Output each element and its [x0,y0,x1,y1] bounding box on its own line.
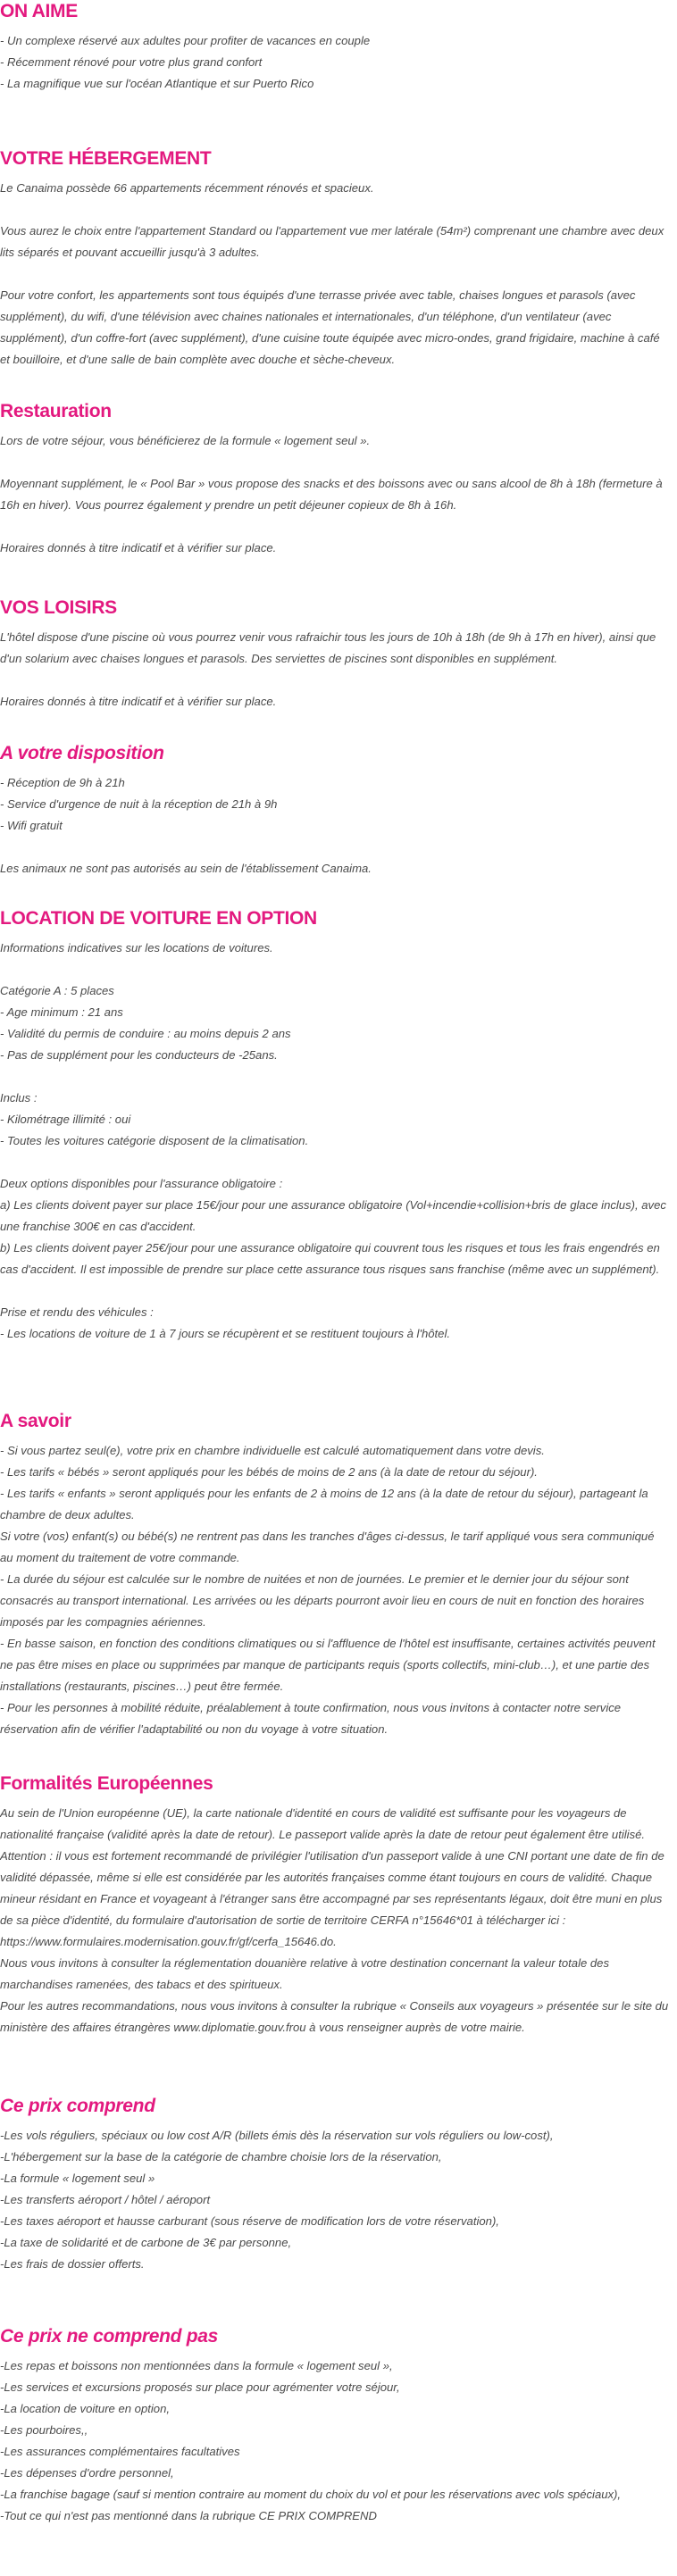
section-a-savoir [0,1410,670,1740]
section-prix-ne-comprend [0,2325,670,2527]
section-title-prix-ne-comprend: Ce prix ne comprend pas [0,2326,219,2347]
section-body-location-voiture: Informations indicatives sur les locations de voitures. Catégorie A : 5 places - Age minimum : 21 ans - Validité du permis de conduire : au moins depuis 2 ans - Pas de supplément pour les conducteurs de -25ans. Inclus : - Kilométrage illimité : oui - Toutes les voitures catégorie disposent de la climatisation. Deux options disponibles pour l'assurance obligatoire : a) Les clients doivent payer sur place 15€/jour pour une assurance obligatoire (Vol+incendie+collision+bris de glace inclus), avec une franchise 300€ en cas d'accident. b) Les clients doivent payer 25€/jour pour une assurance obligatoire qui couvrent tous les risques et tous les frais engendrés en cas d'accident. Il est impossible de prendre sur place cette assurance tous risques sans franchise (même avec un supplément). Prise et rendu des véhicules : - Les locations de voiture de 1 à 7 jours se récupèrent et se restituent toujours à l'hôtel. [0,941,666,1340]
section-formalites [0,1772,670,2038]
section-title-on-aime: ON AIME [0,1,78,21]
section-prix-comprend [0,2095,670,2275]
section-disposition [0,742,670,880]
section-title-location-voiture: LOCATION DE VOITURE EN OPTION [0,908,317,929]
section-loisirs [0,596,670,713]
section-location-voiture [0,907,670,1345]
section-body-prix-comprend: -Les vols réguliers, spéciaux ou low cost A/R (billets émis dès la réservation sur vols réguliers ou low-cost), -L'hébergement sur la base de la catégorie de chambre choisie lors de la réservation, -La formule « logement seul » -Les transferts aéroport / hôtel / aéroport -Les taxes aéroport et hausse carburant (sous réserve de modification lors de votre réservation), -La taxe de solidarité et de carbone de 3€ par personne, -Les frais de dossier offerts. [0,2129,554,2271]
section-body-a-savoir: - Si vous partez seul(e), votre prix en chambre individuelle est calculé automatiquement dans votre devis. - Les tarifs « bébés » seront appliqués pour les bébés de moins de 2 ans (à la date de retour du séjour). - Les tarifs « enfants » seront appliqués pour les enfants de 2 à moins de 12 ans (à la date de retour du séjour), partageant la chambre de deux adultes. Si votre (vos) enfant(s) ou bébé(s) ne rentrent pas dans les tranches d'âges ci-dessus, le tarif appliqué vous sera communiqué au moment du traitement de votre commande. - La durée du séjour est calculée sur le nombre de nuitées et non de journées. Le premier et le dernier jour du séjour sont consacrés au transport international. Les arrivées ou les départs pourront avoir lieu en cours de nuit en fonction des horaires imposés par les compagnies aériennes. - En basse saison, en fonction des conditions climatiques ou si l'affluence de l'hôtel est insuffisante, certaines activités peuvent ne pas être mises en place ou supprimées par manque de participants requis (sports collectifs, mini-club…), et une partie des installations (restaurants, piscines…) peut être fermée. - Pour les personnes à mobilité réduite, préalablement à toute confirmation, nous vous invitons à contacter notre service réservation afin de vérifier l'adaptabilité ou non du voyage à votre situation. [0,1444,656,1736]
section-body-hebergement: Le Canaima possède 66 appartements récemment rénovés et spacieux. Vous aurez le choix entre l'appartement Standard ou l'appartement vue mer latérale (54m²) comprenant une chambre avec deux lits séparés et pouvant accueillir jusqu'à 3 adultes. Pour votre confort, les appartements sont tous équipés d'une terrasse privée avec table, chaises longues et parasols (avec supplément), du wifi, d'une télévision avec chaines nationales et internationales, d'un téléphone, d'un ventilateur (avec supplément), d'un coffre-fort (avec supplément), d'une cuisine toute équipée avec micro-ondes, grand frigidaire, machine à café et bouilloire, et d'une salle de bain complète avec douche et sèche-cheveux. [0,181,664,366]
section-body-on-aime: - Un complexe réservé aux adultes pour profiter de vacances en couple - Récemment rénové pour votre plus grand confort - La magnifique vue sur l'océan Atlantique et sur Puerto Rico [0,34,371,90]
section-body-loisirs: L'hôtel dispose d'une piscine où vous pourrez venir vous rafraichir tous les jours de 10h à 18h (de 9h à 17h en hiver), ainsi que d'un solarium avec chaises longues et parasols. Des serviettes de piscines sont disponibles en supplément. Horaires donnés à titre indicatif et à vérifier sur place. [0,630,656,708]
section-title-restauration: Restauration [0,401,112,421]
section-title-disposition: A votre disposition [0,743,164,763]
section-title-hebergement: VOTRE HÉBERGEMENT [0,148,212,169]
section-on-aime [0,0,670,95]
section-restauration [0,400,670,559]
section-title-formalites: Formalités Européennes [0,1773,213,1794]
section-body-restauration: Lors de votre séjour, vous bénéficierez de la formule « logement seul ». Moyennant supplément, le « Pool Bar » vous propose des snacks et des boissons avec ou sans alcool de 8h à 18h (fermeture à 16h en hiver). Vous pourrez également y prendre un petit déjeuner copieux de 8h à 16h. Horaires donnés à titre indicatif et à vérifier sur place. [0,434,663,554]
section-body-formalites: Au sein de l'Union européenne (UE), la carte nationale d'identité en cours de validité est suffisante pour les voyageurs de nationalité française (validité après la date de retour). Le passeport valide après la date de retour peut également être utilisé. Attention : il vous est fortement recommandé de privilégier l'utilisation d'un passeport valide à une CNI portant une date de fin de validité dépassée, même si elle est considérée par les autorités françaises comme étant toujours en cours de validité. Chaque mineur résidant en France et voyageant à l'étranger sans être accompagné par ses représentants légaux, doit être muni en plus de sa pièce d'identité, du formulaire d'autorisation de sortie de territoire CERFA n°15646*01 à télécharger ici : https://www.formulaires.modernisation.gouv.fr/gf/cerfa_15646.do. Nous vous invitons à consulter la réglementation douanière relative à votre destination concernant la valeur totale des marchandises ramenées, des tabacs et des spiritueux. Pour les autres recommandations, nous vous invitons à consulter la rubrique « Conseils aux voyageurs » présentée sur le site du ministère des affaires étrangères www.diplomatie.gouv.frou à vous renseigner auprès de votre mairie. [0,1806,669,2034]
section-title-a-savoir: A savoir [0,1411,71,1431]
section-hebergement [0,147,670,371]
section-body-disposition: - Réception de 9h à 21h - Service d'urgence de nuit à la réception de 21h à 9h - Wifi gratuit Les animaux ne sont pas autorisés au sein de l'établissement Canaima. [0,776,372,875]
section-title-prix-comprend: Ce prix comprend [0,2096,155,2116]
section-body-prix-ne-comprend: -Les repas et boissons non mentionnées dans la formule « logement seul », -Les services et excursions proposés sur place pour agrémenter votre séjour, -La location de voiture en option, -Les pourboires,, -Les assurances complémentaires facultatives -Les dépenses d'ordre personnel, -La franchise bagage (sauf si mention contraire au moment du choix du vol et pour les réservations avec vols spéciaux), -Tout ce qui n'est pas mentionné dans la rubrique CE PRIX COMPREND [0,2359,622,2522]
section-title-loisirs: VOS LOISIRS [0,597,117,618]
